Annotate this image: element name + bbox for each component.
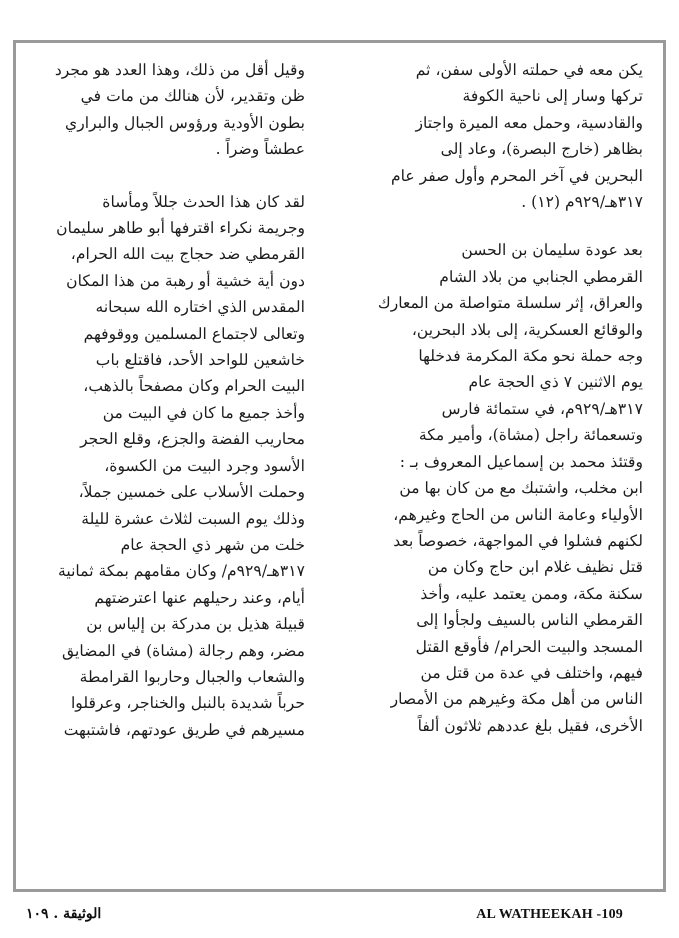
text-line: القرمطي الجنابي من بلاد الشام — [439, 267, 643, 286]
text-line: وجه حملة نحو مكة المكرمة فدخلها — [418, 347, 643, 366]
text-line: لقد كان هذا الحدث جللاً ومأساة — [102, 192, 305, 211]
text-line: والقادسية، وحمل معه الميرة واجتاز — [415, 113, 643, 132]
text-line: الأخرى، فقيل بلغ عددهم ثلاثون ألفاً — [417, 716, 643, 735]
left-text-column — [29, 57, 305, 743]
text-line: وجريمة نكراء اقترفها أبو طاهر سليمان — [56, 219, 305, 238]
text-line: وتسعمائة راجل (مشاة)، وأمير مكة — [418, 426, 643, 445]
text-line: ٣١٧هـ/٩٢٩م (١٢) . — [521, 193, 643, 212]
text-line: ظن وتقدير، لأن هنالك من مات في — [80, 87, 305, 106]
text-line: وحملت الأسلاب على خمسين جملاً، — [78, 483, 305, 502]
text-line: بعد عودة سليمان بن الحسن — [461, 241, 643, 260]
text-line: يوم الاثنين ٧ ذي الحجة عام — [468, 373, 643, 392]
text-line: قتل نظيف غلام ابن حاج وكان من — [427, 558, 643, 577]
text-line: بظاهر (خارج البصرة)، وعاد إلى — [440, 140, 643, 159]
text-line: سكنة مكة، وممن يعتمد عليه، وأخذ — [420, 584, 643, 603]
text-line: والوقائع العسكرية، إلى بلاد البحرين، — [411, 320, 643, 339]
text-line: قبيلة هذيل بن مدركة بن إلياس بن — [86, 615, 305, 634]
text-line: المقدس الذي اختاره الله سبحانه — [95, 298, 305, 317]
text-line: ابن مخلب، واشتبك مع من كان بها من — [399, 479, 643, 498]
footer-page-number-arabic: الوثيقة . ١٠٩ — [26, 906, 102, 922]
text-line: الأسود وجرد البيت من الكسوة، — [104, 456, 305, 475]
text-line: القرمطي الناس بالسيف ولجأوا إلى — [416, 611, 643, 630]
text-line: حرباً شديدة بالنبل والخناجر، وعرقلوا — [70, 694, 305, 713]
text-line: مضر، وهم رجالة (مشاة) في المضايق — [62, 641, 305, 660]
text-line: لكنهم فشلوا في المواجهة، خصوصاً بعد — [393, 531, 643, 550]
text-line: البحرين في آخر المحرم وأول صفر عام — [390, 166, 643, 185]
text-line: والشعاب والجبال وحاربوا القرامطة — [79, 667, 305, 686]
text-line: فيهم، واختلف في عدة من قتل من — [420, 663, 643, 682]
text-line: يكن معه في حملته الأولى سفن، ثم — [415, 61, 643, 79]
page-frame — [13, 40, 666, 892]
text-line: خلت من شهر ذي الحجة عام — [120, 535, 305, 554]
text-line: وقتئذ محمد بن إسماعيل المعروف بـ : — [399, 452, 643, 471]
right-text-column — [365, 57, 643, 739]
text-line: المسجد والبيت الحرام/ فأوقع القتل — [415, 637, 643, 656]
text-line: الأولياء وعامة الناس من الحاج وغيرهم، — [393, 505, 643, 524]
text-line: دون أية خشية أو رهبة من هذا المكان — [66, 271, 305, 290]
text-line: وذلك يوم السبت لثلاث عشرة لليلة — [81, 509, 305, 528]
text-line: محاريب الفضة والجزع، وقلع الحجر — [80, 430, 305, 449]
text-line: وتعالى لاجتماع المسلمين ووقوفهم — [83, 324, 305, 343]
text-line: البيت الحرام وكان مصفحاً بالذهب، — [83, 377, 305, 396]
text-line: عطشاً وضراً . — [215, 140, 305, 159]
footer-page-number-latin: AL WATHEEKAH -109 — [476, 907, 623, 922]
paragraph-gap — [365, 215, 643, 237]
text-line: القرمطي ضد حجاج بيت الله الحرام، — [70, 245, 305, 264]
text-line: أيام، وعند رحيلهم عنها اعترضتهم — [94, 588, 305, 607]
text-line: الناس من أهل مكة وغيرهم من الأمصار — [390, 690, 643, 709]
paragraph-gap — [29, 163, 305, 189]
text-line: ٣١٧هـ/٩٢٩م، في ستمائة فارس — [441, 399, 643, 418]
text-line: ٣١٧هـ/٩٢٩م/ وكان مقامهم بمكة ثمانية — [58, 562, 305, 581]
text-line: والعراق، إثر سلسلة متواصلة من المعارك — [377, 294, 643, 313]
text-line: مسيرهم في طريق عودتهم، فاشتبهت — [63, 720, 305, 739]
text-line: تركها وسار إلى ناحية الكوفة — [462, 87, 643, 106]
text-line: بطون الأودية ورؤوس الجبال والبراري — [65, 113, 305, 132]
text-line: وقيل أقل من ذلك، وهذا العدد هو مجرد — [54, 61, 305, 79]
text-line: وأخذ جميع ما كان في البيت من — [102, 403, 305, 422]
text-line: خاشعين للواحد الأحد، فاقتلع باب — [95, 351, 305, 370]
